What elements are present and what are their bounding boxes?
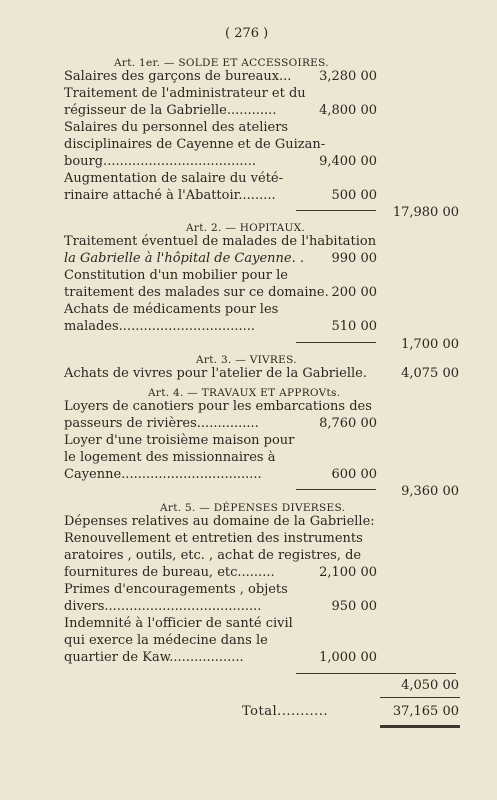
line-amount: 600 00: [331, 467, 377, 482]
line-text: Salaires du personnel des ateliers: [64, 120, 289, 135]
line-text: bourg.....................................: [64, 154, 256, 169]
line-text: régisseur de la Gabrielle............: [64, 103, 277, 118]
line-text: disciplinaires de Cayenne et de Guizan-: [64, 137, 326, 152]
line-text: Traitement de l'administrateur et du: [64, 86, 306, 101]
line-text: Achats de médicaments pour les: [64, 302, 279, 317]
line-text: Renouvellement et entretien des instruments: [64, 531, 363, 546]
line-amount: 1,000 00: [319, 650, 377, 665]
section-total: 4,075 00: [401, 366, 459, 381]
line-text: Cayenne..................................: [64, 467, 262, 482]
line-amount: 8,760 00: [319, 416, 377, 431]
subtotal-rule: [296, 673, 456, 674]
subtotal-rule: [296, 210, 376, 211]
line-amount: 500 00: [331, 188, 377, 203]
line-text: Primes d'encouragements , objets: [64, 582, 288, 597]
line-amount: 950 00: [331, 599, 377, 614]
line-text: Loyers de canotiers pour les embarcations des: [64, 399, 372, 414]
line-text: Dépenses relatives au domaine de la Gabrielle:: [64, 514, 375, 529]
line-text: traitement des malades sur ce domaine.: [64, 285, 329, 300]
grand-total-amount: 37,165 00: [392, 704, 459, 719]
section-total: 4,050 00: [401, 678, 459, 693]
line-text: fournitures de bureau, etc.........: [64, 565, 275, 580]
line-text: passeurs de rivières...............: [64, 416, 259, 431]
section-heading: Art. 5. — DÉPENSES DIVERSES.: [160, 502, 346, 514]
line-text: Indemnité à l'officier de santé civil: [64, 616, 293, 631]
grand-total-label: Total...........: [242, 704, 329, 719]
line-text: aratoires , outils, etc. , achat de registres, de: [64, 548, 362, 563]
section-total: 1,700 00: [401, 337, 459, 352]
line-text: Traitement éventuel de malades de l'habitation: [64, 234, 377, 249]
line-amount: 200 00: [331, 285, 377, 300]
line-text: Salaires des garçons de bureaux...: [64, 69, 292, 84]
subtotal-rule: [296, 489, 376, 490]
line-text: Loyer d'une troisième maison pour: [64, 433, 295, 448]
line-text: malades.................................: [64, 319, 256, 334]
line-text: le logement des missionnaires à: [64, 450, 276, 465]
subtotal-rule: [296, 342, 376, 343]
section-heading: Art. 2. — HOPITAUX.: [186, 222, 306, 234]
page-number: ( 276 ): [225, 26, 269, 41]
section-heading: Art. 1er. — SOLDE ET ACCESSOIRES.: [114, 57, 329, 69]
total-rule-bottom: [380, 725, 460, 728]
line-amount: 510 00: [331, 319, 377, 334]
line-text: qui exerce la médecine dans le: [64, 633, 268, 648]
line-amount: 4,800 00: [319, 103, 377, 118]
section-heading: Art. 4. — TRAVAUX ET APPROVts.: [148, 387, 341, 399]
line-text: Constitution d'un mobilier pour le: [64, 268, 288, 283]
line-text: la Gabrielle à l'hôpital de Cayenne. .: [64, 251, 304, 266]
line-text: Augmentation de salaire du vété-: [64, 171, 284, 186]
line-text: rinaire attaché à l'Abattoir.........: [64, 188, 276, 203]
line-amount: 3,280 00: [319, 69, 377, 84]
total-rule-top: [380, 697, 460, 698]
line-text: divers......................................: [64, 599, 262, 614]
line-amount: 2,100 00: [319, 565, 377, 580]
line-amount: 990 00: [331, 251, 377, 266]
section-heading: Art. 3. — VIVRES.: [196, 354, 297, 366]
line-text: Achats de vivres pour l'atelier de la Gabrielle.: [64, 366, 367, 381]
line-amount: 9,400 00: [319, 154, 377, 169]
line-text: quartier de Kaw..................: [64, 650, 244, 665]
section-total: 9,360 00: [401, 484, 459, 499]
section-total: 17,980 00: [392, 205, 459, 220]
